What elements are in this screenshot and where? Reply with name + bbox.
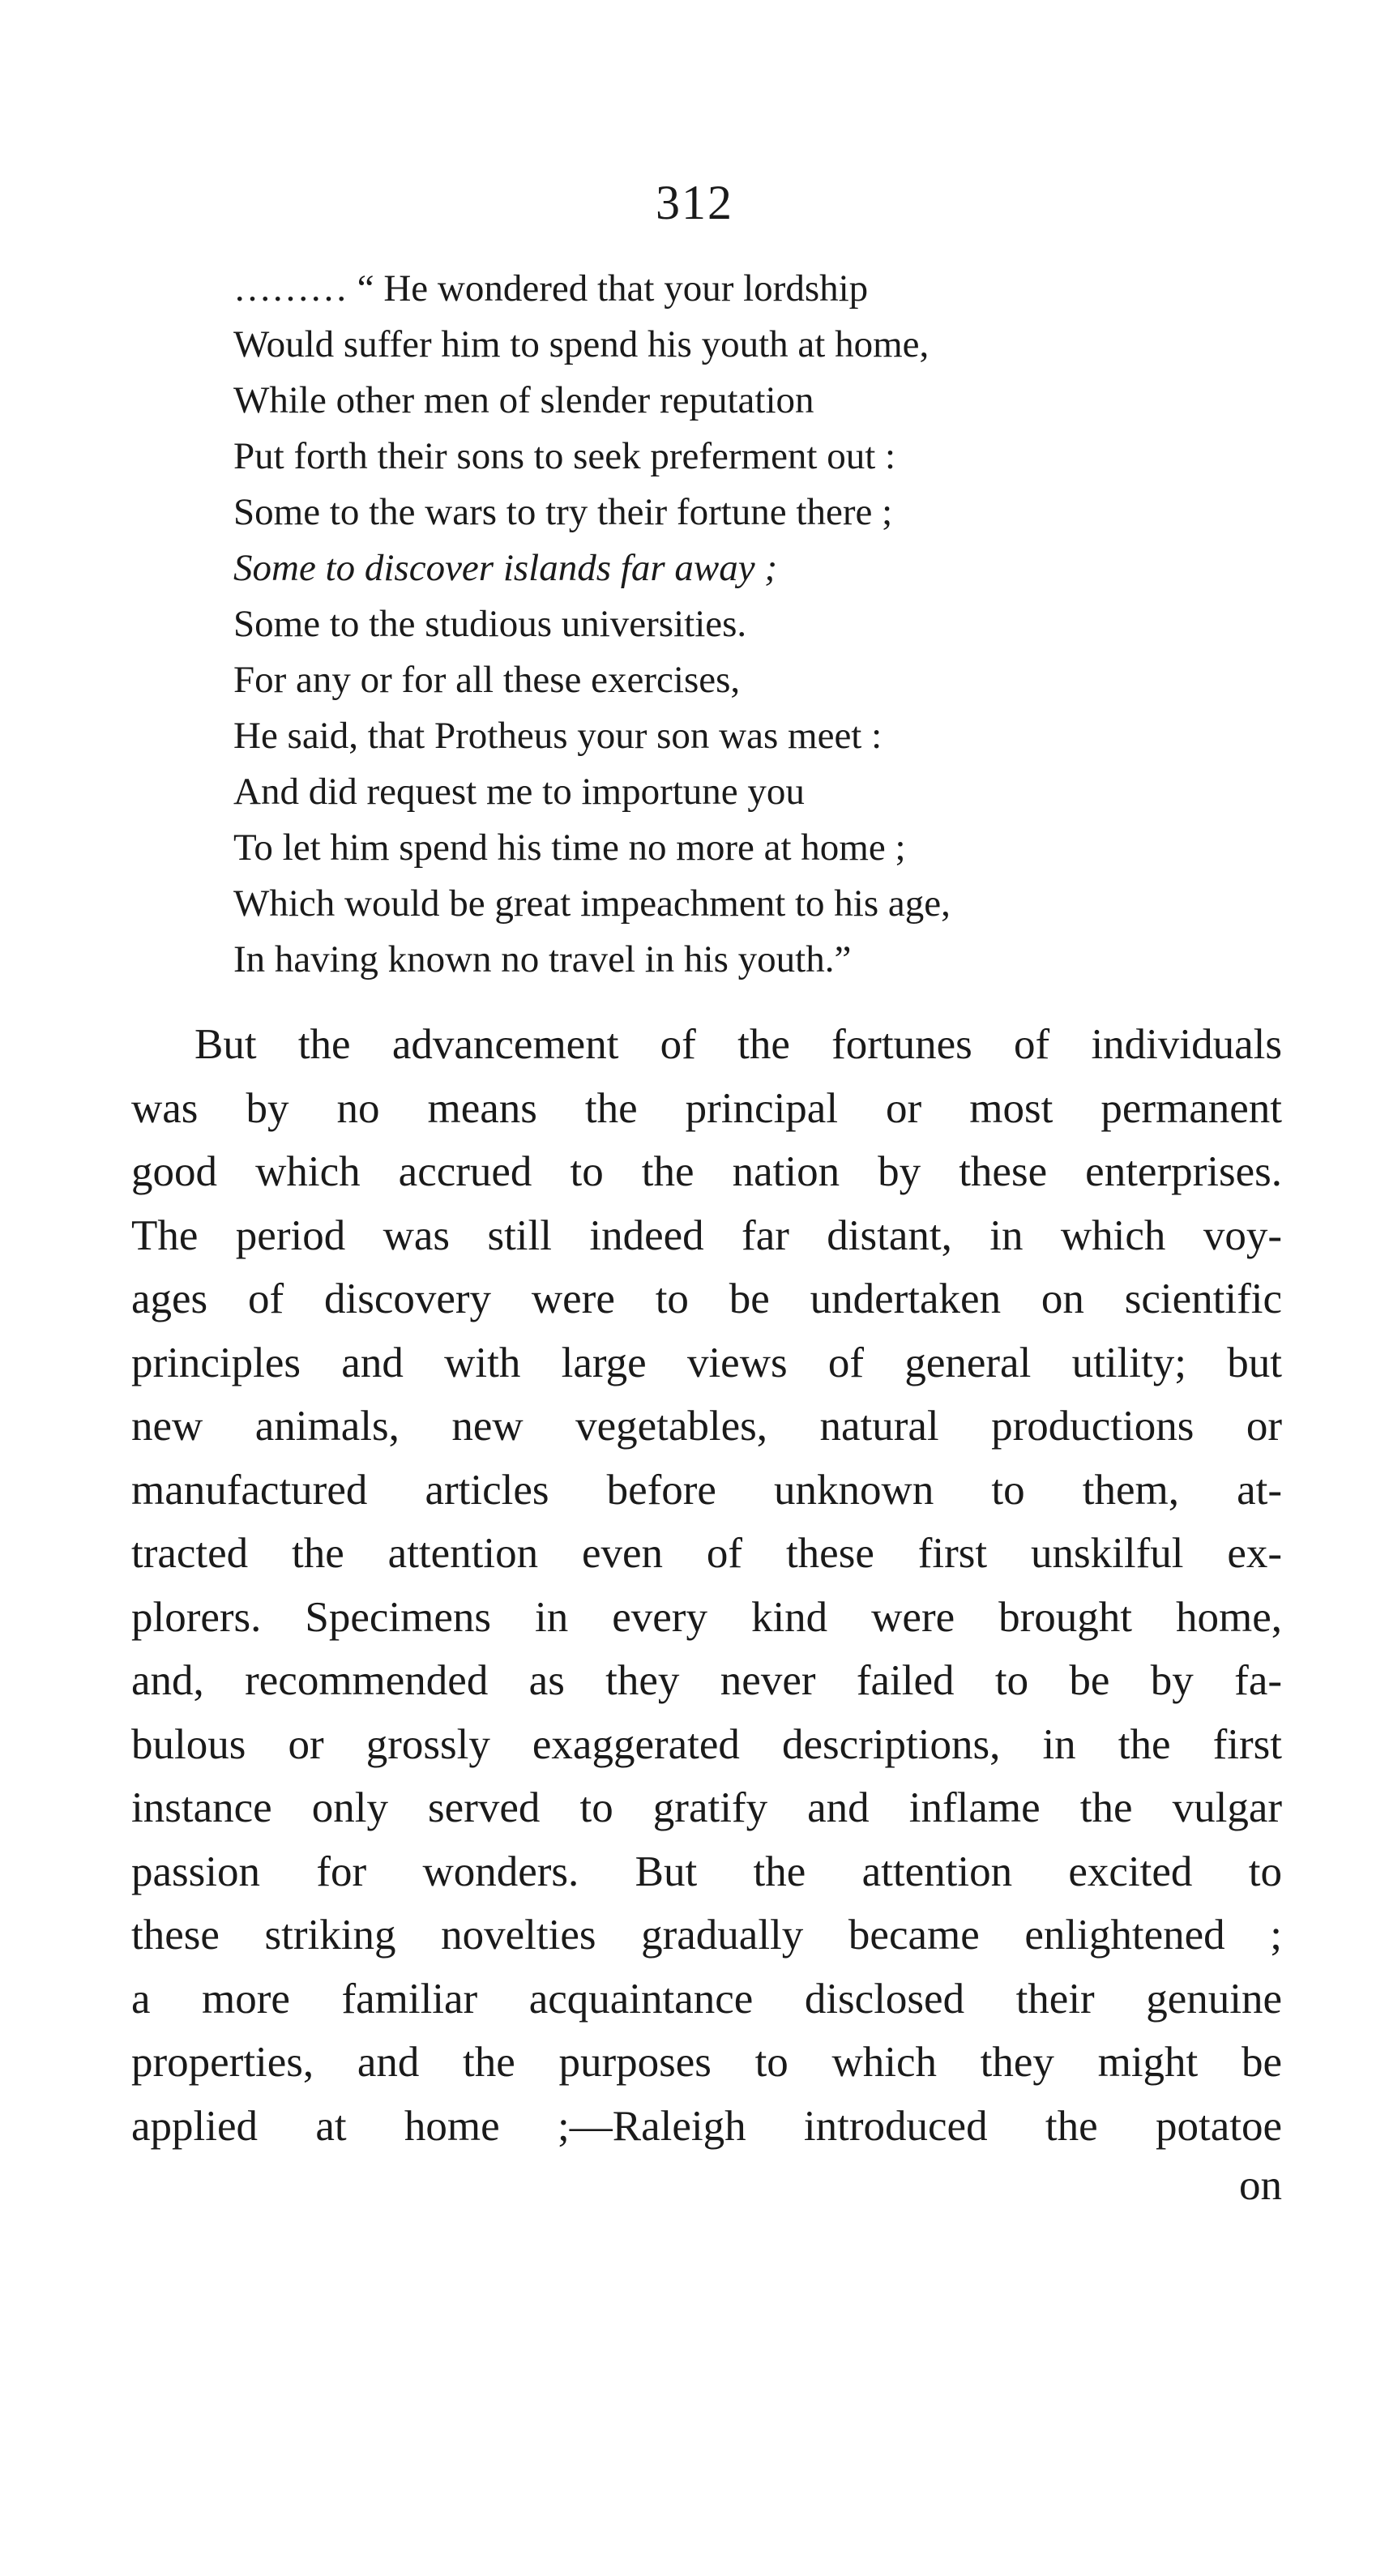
verse-line: ……… “ He wondered that your lordship: [233, 267, 869, 310]
prose-line: manufactured articles before unknown to them, at-: [131, 1466, 1282, 1514]
verse-line: While other men of slender reputation: [233, 379, 814, 421]
verse-line: Some to the wars to try their fortune there ;: [233, 491, 893, 533]
prose-line: good which accrued to the nation by these enterprises.: [131, 1148, 1282, 1195]
prose-line: passion for wonders. But the attention excited to: [131, 1848, 1282, 1895]
prose-line: But the advancement of the fortunes of individuals: [194, 1021, 1282, 1068]
prose-line: applied at home ;—Raleigh introduced the potatoe: [131, 2102, 1282, 2150]
prose-line: and, recommended as they never failed to be by fa-: [131, 1657, 1282, 1704]
prose-line: plorers. Specimens in every kind were brought home,: [131, 1593, 1282, 1641]
verse-line: And did request me to importune you: [233, 771, 805, 813]
prose-line: was by no means the principal or most permanent: [131, 1084, 1282, 1132]
verse-line: To let him spend his time no more at home ;: [233, 827, 906, 869]
verse-line: Would suffer him to spend his youth at home,: [233, 323, 930, 365]
prose-line: ages of discovery were to be undertaken on scientific: [131, 1275, 1282, 1322]
page-number: 312: [656, 176, 733, 229]
prose-line: these striking novelties gradually became enlightened ;: [131, 1912, 1282, 1959]
verse-line: He said, that Protheus your son was meet :: [233, 715, 883, 757]
verse-line: Put forth their sons to seek preferment out :: [233, 435, 896, 477]
verse-line: Some to the studious universities.: [233, 603, 747, 645]
verse-line: For any or for all these exercises,: [233, 659, 741, 701]
prose-line: The period was still indeed far distant, in which voy-: [131, 1211, 1282, 1259]
verse-line: Which would be great impeachment to his age,: [233, 882, 951, 925]
prose-line: tracted the attention even of these first unskilful ex-: [131, 1530, 1282, 1577]
verse-quotation: [233, 261, 1173, 988]
prose-line: a more familiar acquaintance disclosed their genuine: [131, 1975, 1282, 2023]
verse-line: Some to discover islands far away ;: [233, 547, 777, 589]
prose-paragraph: [131, 1013, 1282, 2158]
prose-line: new animals, new vegetables, natural productions or: [131, 1403, 1282, 1450]
prose-line: instance only served to gratify and inflame the vulgar: [131, 1784, 1282, 1831]
prose-line: bulous or grossly exaggerated descriptions, in the first: [131, 1720, 1282, 1768]
verse-line: In having known no travel in his youth.”: [233, 938, 852, 980]
catchword: on: [1239, 2162, 1282, 2209]
prose-line: properties, and the purposes to which they might be: [131, 2039, 1282, 2086]
prose-line: principles and with large views of general utility; but: [131, 1339, 1282, 1386]
